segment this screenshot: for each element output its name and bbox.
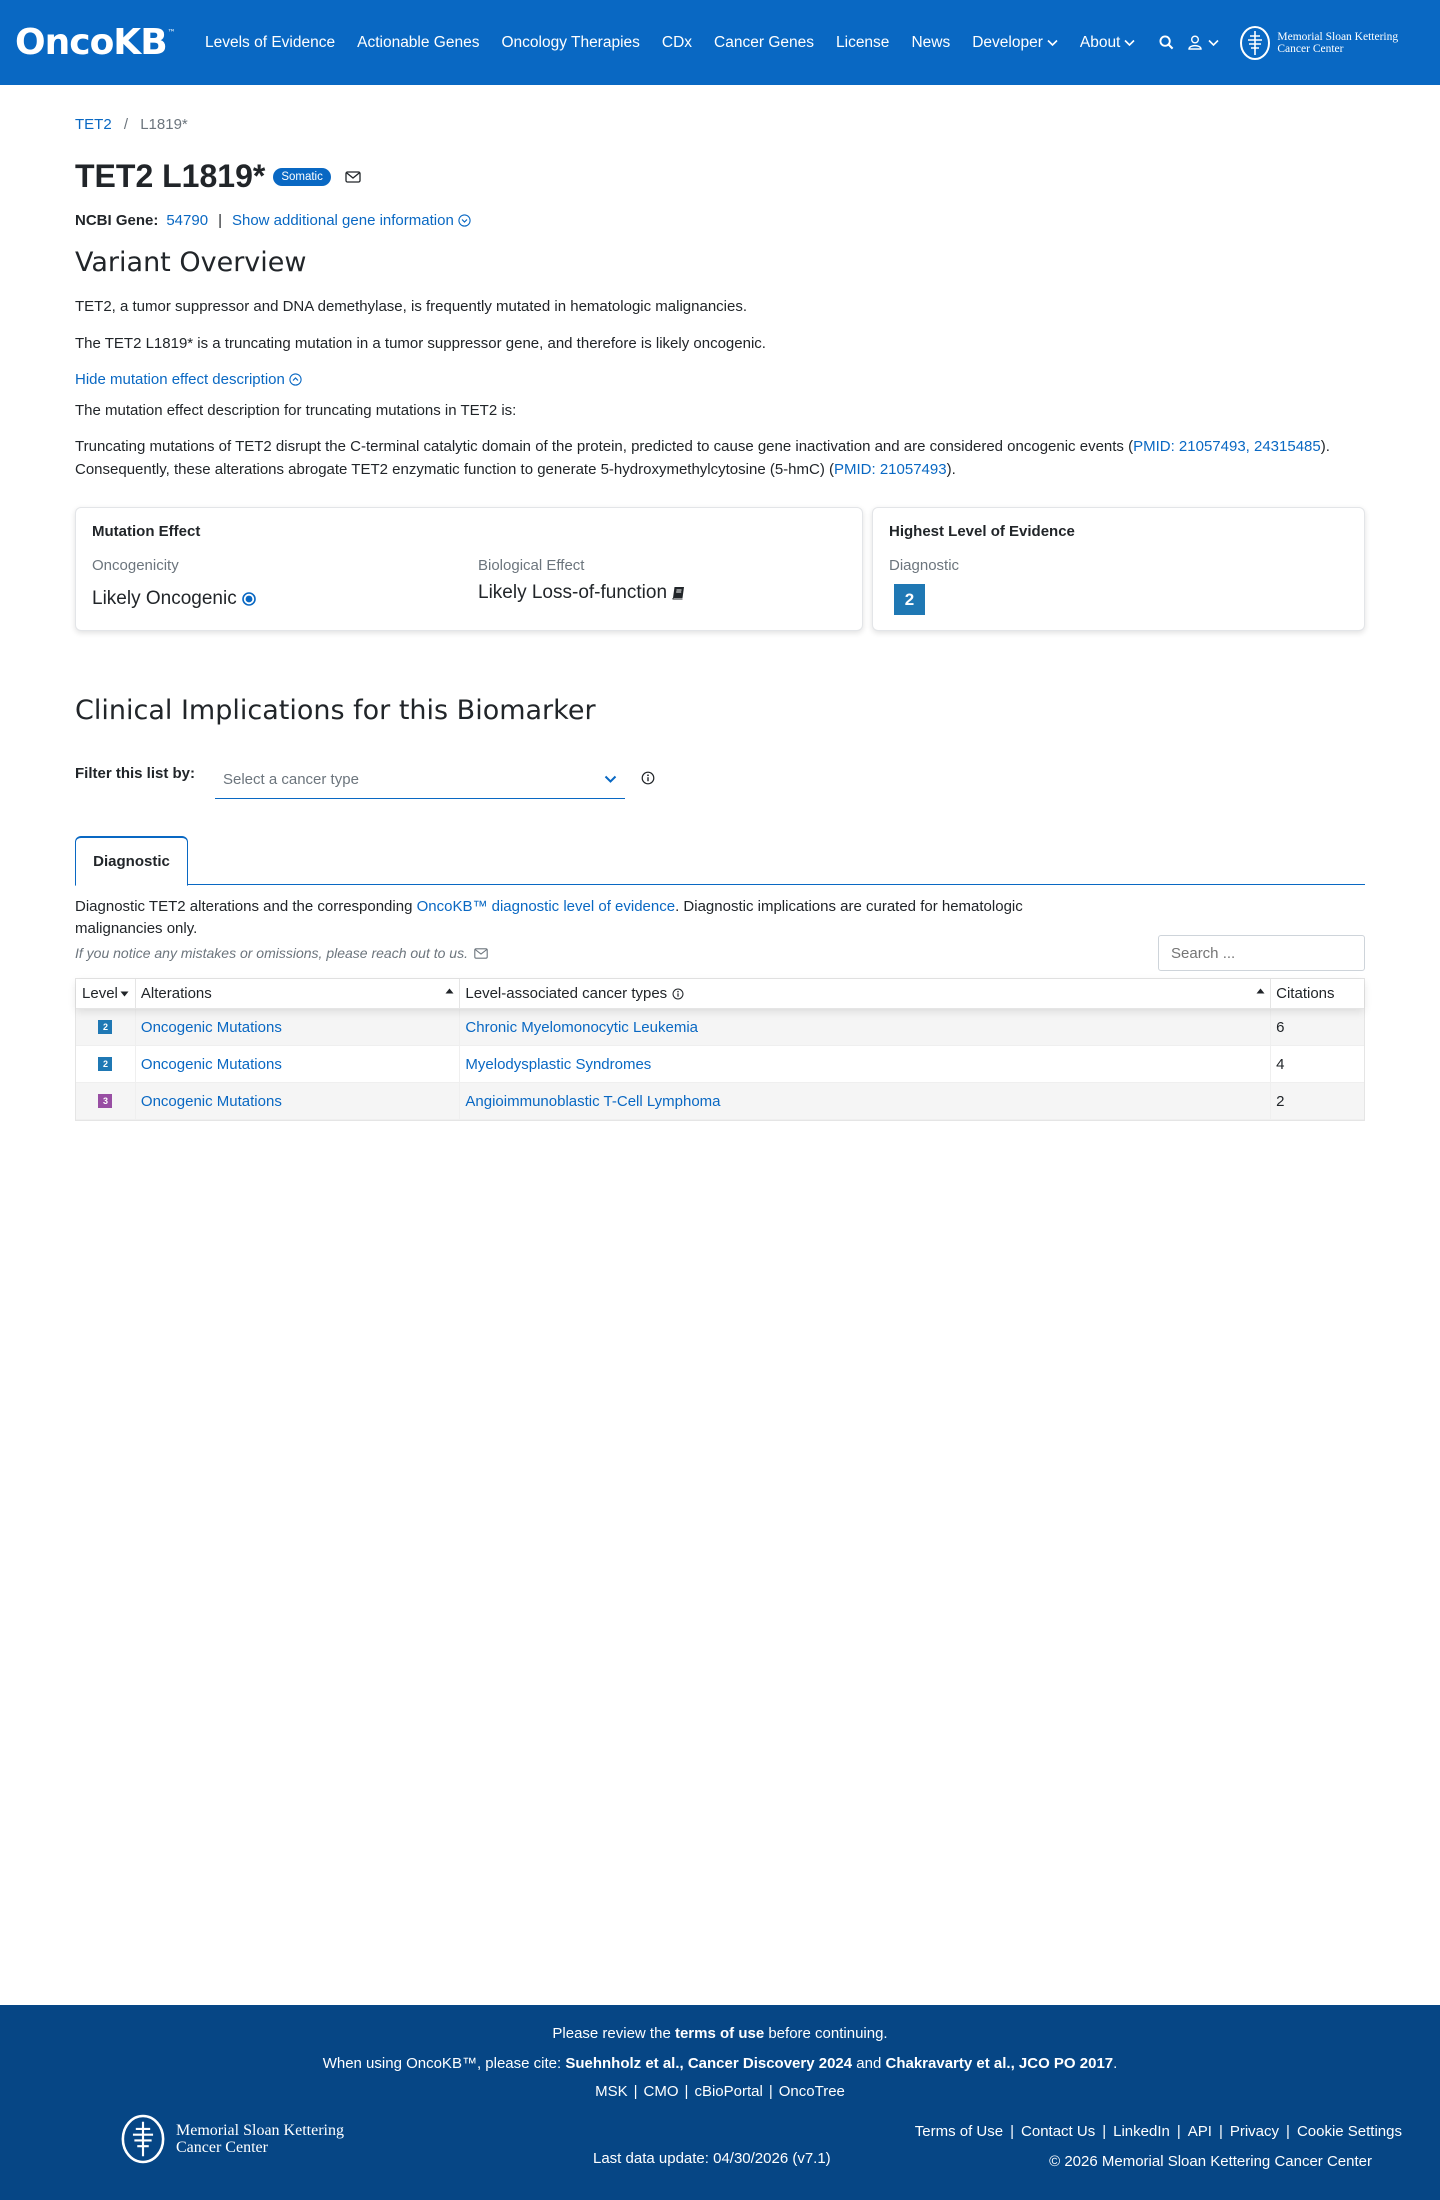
book-icon[interactable] xyxy=(672,586,685,600)
alteration-cell xyxy=(136,1046,461,1083)
footer-linkedin-link[interactable]: LinkedIn xyxy=(1113,2123,1170,2140)
footer xyxy=(0,2005,1440,2200)
citations-count[interactable]: 4 xyxy=(1276,1055,1285,1073)
citation-notice xyxy=(0,2055,1440,2072)
nav-license[interactable]: License xyxy=(836,33,890,51)
citations-cell xyxy=(1271,1083,1364,1120)
footer-cookie-settings-link[interactable]: Cookie Settings xyxy=(1296,2123,1402,2140)
cancer-type-link[interactable]: Chronic Myelomonocytic Leukemia xyxy=(465,1018,699,1036)
highest-level-title: Highest Level of Evidence xyxy=(889,523,1075,540)
nav-oncology-therapies[interactable]: Oncology Therapies xyxy=(501,33,640,51)
highest-level-label: Diagnostic xyxy=(889,557,960,574)
page-title: TET2 L1819* xyxy=(75,158,266,194)
table-row xyxy=(76,1009,1364,1046)
level-cell xyxy=(76,1083,136,1120)
level-3-icon[interactable]: 3 xyxy=(98,1094,112,1108)
cite-text-a: When using OncoKB™, please cite: xyxy=(322,2055,566,2072)
alteration-cell xyxy=(136,1009,461,1046)
desc-text-b: ). Consequently, these alterations abrogate TET2 enzymatic function to generate 5-hydroxymethylcytosine (5-hmC) ( xyxy=(75,438,1330,478)
diagnostic-desc-b: . Diagnostic implications are curated for hematologic malignancies only. xyxy=(75,898,1023,937)
diagnostic-desc-a: Diagnostic TET2 alterations and the corresponding xyxy=(75,898,417,915)
biological-effect-value-row xyxy=(478,582,685,604)
table-row xyxy=(76,1083,1364,1120)
footer-msk-logo[interactable] xyxy=(120,2113,344,2165)
chevron-circle-down-icon[interactable] xyxy=(458,214,471,227)
feedback-note xyxy=(75,945,488,961)
info-icon[interactable] xyxy=(672,988,684,1000)
tab-diagnostic[interactable]: Diagnostic xyxy=(75,836,188,886)
variant-overview-heading: Variant Overview xyxy=(75,247,307,278)
msk-line2: Cancer Center xyxy=(1277,42,1344,55)
table-row xyxy=(76,1046,1364,1083)
top-navbar xyxy=(0,0,1440,85)
cancer-type-link[interactable]: Myelodysplastic Syndromes xyxy=(465,1055,652,1073)
msk-logo[interactable] xyxy=(1239,25,1398,61)
msk-line1: Memorial Sloan Kettering xyxy=(1277,30,1399,43)
pmid-link-2[interactable]: PMID: 21057493 xyxy=(834,461,947,478)
user-menu[interactable] xyxy=(1188,35,1219,50)
chevron-down-icon xyxy=(1047,39,1058,47)
sort-asc-icon xyxy=(1256,988,1265,994)
level-cell xyxy=(76,1009,136,1046)
breadcrumb-variant: L1819* xyxy=(140,116,188,133)
cancer-type-select[interactable] xyxy=(215,761,625,799)
nav-levels-of-evidence[interactable]: Levels of Evidence xyxy=(205,33,336,51)
cite-chakravarty-link[interactable]: Chakravarty et al., JCO PO 2017 xyxy=(885,2055,1114,2072)
footer-msk-line2: Cancer Center xyxy=(176,2139,268,2156)
brand-text: OncoKB xyxy=(15,22,167,63)
msk-emblem-icon xyxy=(120,2113,166,2165)
title-row xyxy=(75,158,361,195)
oncogenicity-value: Likely Oncogenic xyxy=(92,588,237,609)
ncbi-gene-link[interactable]: 54790 xyxy=(166,212,209,229)
citations-column-header[interactable] xyxy=(1271,979,1364,1009)
table-search-input[interactable] xyxy=(1158,935,1365,971)
nav-cancer-genes[interactable]: Cancer Genes xyxy=(714,33,814,51)
desc-text-a: Truncating mutations of TET2 disrupt the C-terminal catalytic domain of the protein, predicted to cause gene inactivation and are considered oncogenic events ( xyxy=(75,438,1134,455)
sort-asc-icon xyxy=(445,988,454,994)
info-icon[interactable] xyxy=(641,771,655,785)
search-icon[interactable] xyxy=(1159,35,1174,50)
chevron-down-icon xyxy=(1208,39,1219,47)
brand-tm: ™ xyxy=(167,28,175,37)
last-data-update: Last data update: 04/30/2026 (v7.1) xyxy=(593,2150,831,2167)
gene-info-row xyxy=(75,212,471,229)
alterations-header-label: Alterations xyxy=(140,985,212,1002)
nav-actionable-genes[interactable]: Actionable Genes xyxy=(357,33,480,51)
likely-oncogenic-icon xyxy=(242,592,256,606)
overview-gene-summary: TET2, a tumor suppressor and DNA demethylase, is frequently mutated in hematologic malignancies. xyxy=(75,298,747,315)
alteration-link[interactable]: Oncogenic Mutations xyxy=(140,1018,282,1036)
alteration-link[interactable]: Oncogenic Mutations xyxy=(140,1055,282,1073)
somatic-badge: Somatic xyxy=(273,168,331,186)
level-header-label: Level xyxy=(82,985,118,1002)
partner-links: MSK | CMO | cBioPortal | OncoTree xyxy=(595,2083,845,2100)
sort-desc-icon xyxy=(120,991,129,997)
cancer-type-cell xyxy=(460,1083,1271,1120)
nav-developer-label: Developer xyxy=(972,33,1043,51)
user-icon xyxy=(1188,35,1202,50)
breadcrumb xyxy=(75,116,188,133)
copyright: © 2026 Memorial Sloan Kettering Cancer Center xyxy=(1049,2153,1372,2170)
footer-msk-line1: Memorial Sloan Kettering xyxy=(176,2122,344,2139)
tab-bar xyxy=(75,836,1365,885)
footer-legal-links: Terms of Use | Contact Us | LinkedIn | API | Privacy | Cookie Settings xyxy=(914,2123,1402,2140)
chevron-down-icon xyxy=(1124,39,1135,47)
desc-text-c: ). xyxy=(946,461,956,478)
mutation-effect-card xyxy=(75,507,863,631)
msk-wordmark xyxy=(1277,31,1398,55)
terms-of-use-link[interactable]: terms of use xyxy=(674,2025,765,2042)
cancer-type-placeholder: Select a cancer type xyxy=(223,771,359,788)
oncogenicity-label: Oncogenicity xyxy=(92,557,179,574)
level-column-header[interactable] xyxy=(76,979,136,1009)
footer-link-msk[interactable]: MSK xyxy=(595,2083,628,2100)
chevron-down-icon xyxy=(604,775,617,784)
overview-variant-summary: The TET2 L1819* is a truncating mutation in a tumor suppressor gene, and therefore is likely oncogenic. xyxy=(75,335,766,352)
footer-api-link[interactable]: API xyxy=(1187,2123,1212,2140)
footer-msk-wordmark xyxy=(176,2122,344,2156)
footer-contact-link[interactable]: Contact Us xyxy=(1021,2123,1096,2140)
highest-level-badge[interactable]: 2 xyxy=(894,584,925,615)
citations-cell xyxy=(1271,1046,1364,1083)
pipe-separator: | xyxy=(218,212,222,229)
pmid-link-1[interactable]: PMID: 21057493, 24315485 xyxy=(1133,438,1321,455)
footer-link-cmo[interactable]: CMO xyxy=(643,2083,679,2100)
cancer-type-link[interactable]: Angioimmunoblastic T-Cell Lymphoma xyxy=(465,1092,721,1110)
mutation-effect-intro: The mutation effect description for truncating mutations in TET2 is: xyxy=(75,402,517,419)
level-2-icon[interactable]: 2 xyxy=(98,1020,112,1034)
citations-count[interactable]: 2 xyxy=(1276,1092,1285,1110)
nav-links xyxy=(205,34,1157,52)
level-cell xyxy=(76,1046,136,1083)
highest-level-card xyxy=(872,507,1365,631)
terms-notice xyxy=(0,2025,1440,2042)
alterations-column-header[interactable] xyxy=(136,979,461,1009)
nav-icons xyxy=(1159,35,1233,50)
cite-text-e: . xyxy=(1113,2055,1118,2072)
oncokb-logo[interactable] xyxy=(15,22,205,63)
footer-link-cbioportal[interactable]: cBioPortal xyxy=(694,2083,763,2100)
nav-developer-dropdown[interactable] xyxy=(972,34,1058,52)
ncbi-gene-label: NCBI Gene: xyxy=(75,212,159,229)
cite-text-c: and xyxy=(852,2055,886,2072)
nav-news[interactable]: News xyxy=(911,33,951,51)
cancer-types-header-label: Level-associated cancer types xyxy=(465,985,668,1002)
breadcrumb-gene-link[interactable]: TET2 xyxy=(75,116,112,133)
mail-icon[interactable] xyxy=(345,171,361,183)
hide-mutation-effect-toggle[interactable] xyxy=(75,371,302,388)
terms-notice-a: Please review the xyxy=(552,2025,675,2042)
cancer-type-cell xyxy=(460,1046,1271,1083)
citations-count[interactable]: 6 xyxy=(1276,1018,1285,1036)
biological-effect-value: Likely Loss-of-function xyxy=(478,582,668,603)
hide-mutation-effect-label[interactable]: Hide mutation effect description xyxy=(75,371,285,388)
mutation-effect-title: Mutation Effect xyxy=(92,523,201,540)
msk-emblem-icon xyxy=(1239,25,1271,61)
nav-about-label: About xyxy=(1079,33,1121,51)
table-header xyxy=(76,979,1364,1009)
nav-cdx[interactable]: CDx xyxy=(661,33,693,51)
show-gene-info-toggle[interactable]: Show additional gene information xyxy=(231,212,454,229)
footer-terms-link[interactable]: Terms of Use xyxy=(914,2123,1004,2140)
terms-notice-c: before continuing. xyxy=(764,2025,888,2042)
breadcrumb-separator: / xyxy=(123,116,129,133)
alteration-cell xyxy=(136,1083,461,1120)
mail-icon[interactable] xyxy=(474,948,488,959)
cancer-types-column-header[interactable] xyxy=(460,979,1271,1009)
filter-label: Filter this list by: xyxy=(75,765,196,782)
citations-cell xyxy=(1271,1009,1364,1046)
mutation-effect-description xyxy=(75,435,1365,481)
cite-suehnholz-link[interactable]: Suehnholz et al., Cancer Discovery 2024 xyxy=(565,2055,853,2072)
oncogenicity-value-row xyxy=(92,588,256,610)
nav-about-dropdown[interactable] xyxy=(1080,34,1136,52)
feedback-note-text: If you notice any mistakes or omissions, please reach out to us. xyxy=(75,945,468,961)
implications-table xyxy=(75,978,1365,1121)
chevron-circle-up-icon xyxy=(289,373,302,386)
diagnostic-description xyxy=(75,896,1085,940)
cancer-type-cell xyxy=(460,1009,1271,1046)
footer-link-oncotree[interactable]: OncoTree xyxy=(778,2083,845,2100)
biological-effect-label: Biological Effect xyxy=(478,557,585,574)
alteration-link[interactable]: Oncogenic Mutations xyxy=(140,1092,282,1110)
diagnostic-levels-link[interactable]: OncoKB™ diagnostic level of evidence xyxy=(416,898,676,915)
footer-privacy-link[interactable]: Privacy xyxy=(1229,2123,1280,2140)
citations-header-label: Citations xyxy=(1276,985,1335,1002)
clinical-implications-heading: Clinical Implications for this Biomarker xyxy=(75,695,596,726)
level-2-icon[interactable]: 2 xyxy=(98,1057,112,1071)
